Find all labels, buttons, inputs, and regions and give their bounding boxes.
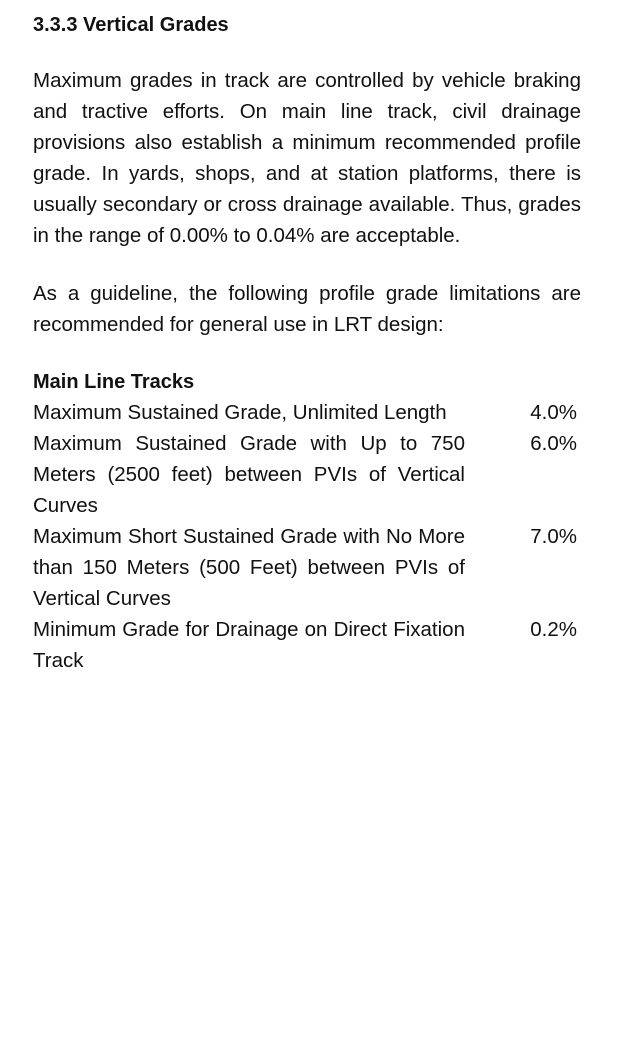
grade-value: 6.0% <box>530 432 577 455</box>
grade-row <box>33 397 581 428</box>
grade-value: 7.0% <box>530 525 577 548</box>
grade-description: Minimum Grade for Drainage on Direct Fixation Track <box>33 618 465 672</box>
grade-description: Maximum Sustained Grade with Up to 750 Meters (2500 feet) between PVIs of Vertical Curves <box>33 432 465 517</box>
guideline-paragraph: As a guideline, the following profile grade limitations are recommended for general use in LRT design: <box>33 282 581 336</box>
grade-limitations-list <box>33 397 581 676</box>
grade-row <box>33 614 581 676</box>
grade-row <box>33 428 581 521</box>
section-heading: 3.3.3 Vertical Grades <box>33 14 229 36</box>
grade-value: 4.0% <box>530 401 577 424</box>
grade-description: Maximum Sustained Grade, Unlimited Length <box>33 401 447 424</box>
intro-paragraph: Maximum grades in track are controlled by vehicle braking and tractive efforts. On main line track, civil drainage provisions also establish a minimum recommended profile grade. In yards, shops, and at station platforms, there is usually secondary or cross drainage available. Thus, grades in the range of 0.00% to 0.04% are acceptable. <box>33 69 581 247</box>
grade-value: 0.2% <box>530 618 577 641</box>
grade-row <box>33 521 581 614</box>
grade-description: Maximum Short Sustained Grade with No More than 150 Meters (500 Feet) between PVIs of Vertical Curves <box>33 525 465 610</box>
document-page <box>33 12 581 676</box>
main-line-heading: Main Line Tracks <box>33 371 195 393</box>
